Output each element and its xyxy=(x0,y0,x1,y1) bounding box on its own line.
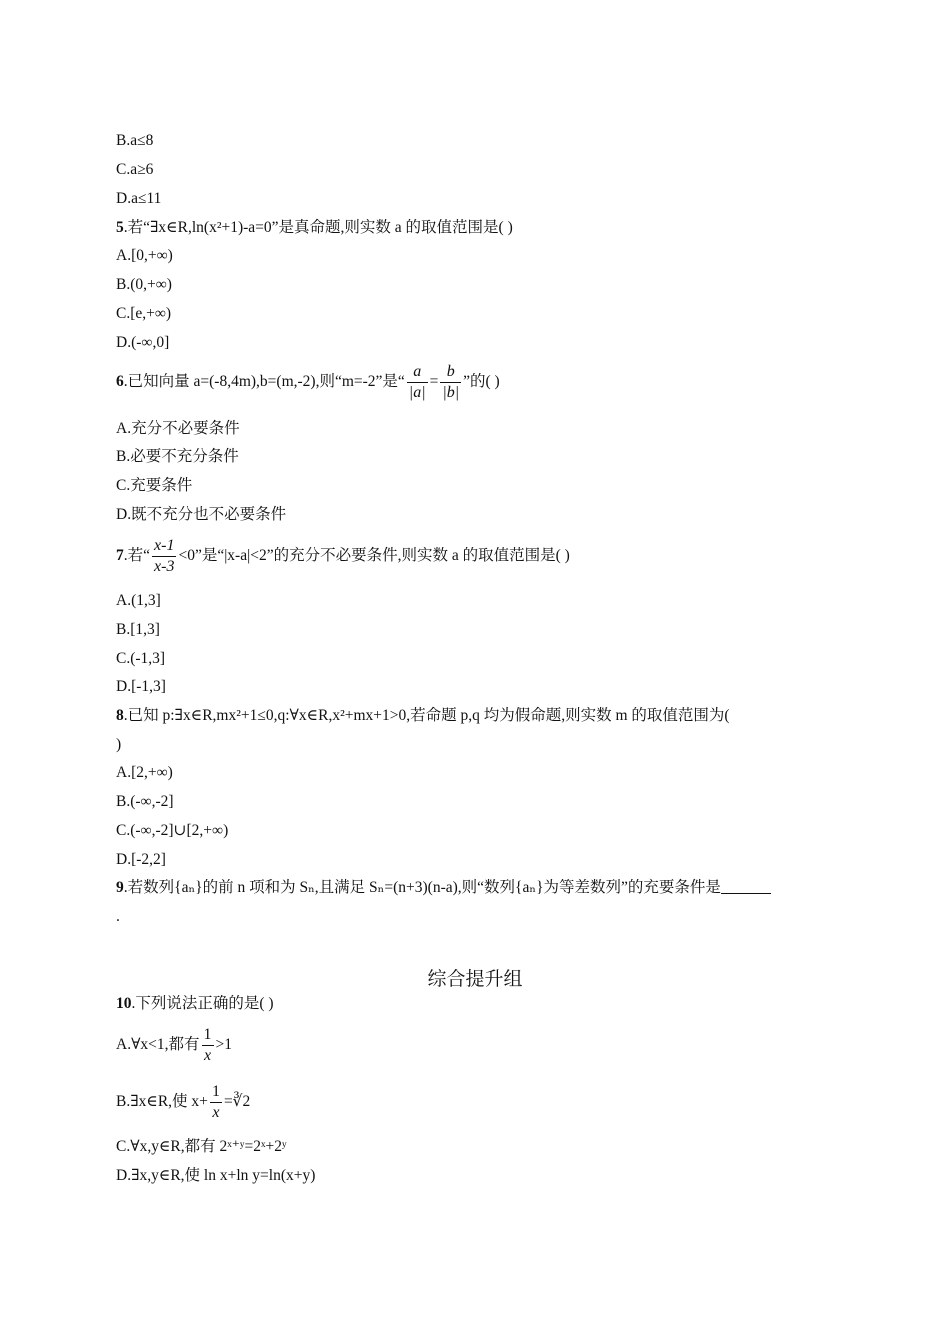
q5-stem-text: 若“∃x∈R,ln(x²+1)-a=0”是真命题,则实数 a 的取值范围是( ) xyxy=(127,219,513,236)
q4-option-d: D.a≤11 xyxy=(116,190,162,207)
q6-fraction-b: $\frac{b}{|b|}$ xyxy=(442,363,460,401)
q9-stem-text: 若数列{aₙ}的前 n 项和为 Sₙ,且满足 Sₙ=(n+3)(n-a),则“数列{aₙ}为等差数列”的充要条件是 xyxy=(127,879,721,896)
q10-stem: 10.下列说法正确的是( ) xyxy=(116,995,274,1012)
q10-option-b: B.∃x∈R,使 x+ $\frac{1}{x}$ =∛2 xyxy=(116,1083,251,1121)
q7-stem: 7.若“ $\frac{x-1}{x-3}$ <0”是“|x-a|<2”的充分不必要条件,则实数 a 的取值范围是( ) xyxy=(116,537,570,575)
q7-stem-post: <0”是“|x-a|<2”的充分不必要条件,则实数 a 的取值范围是( ) xyxy=(178,547,570,565)
q5-option-b: B.(0,+∞) xyxy=(116,276,172,293)
q10-option-a: A.∀x<1,都有 $\frac{1}{x}$ >1 xyxy=(116,1026,233,1064)
q6-option-c: C.充要条件 xyxy=(116,477,193,494)
q10-number: 10 xyxy=(116,995,132,1012)
q6-option-a: A.充分不必要条件 xyxy=(116,420,240,437)
q10-option-a-fraction: $\frac{1}{x}$ xyxy=(203,1026,212,1064)
q8-number: 8 xyxy=(116,707,124,724)
q6-number: 6 xyxy=(116,373,124,391)
q10-option-d: D.∃x,y∈R,使 ln x+ln y=ln(x+y) xyxy=(116,1167,316,1184)
q10-option-c: C.∀x,y∈R,都有 2ˣ⁺ʸ=2ˣ+2ʸ xyxy=(116,1138,287,1155)
q5-stem: 5.若“∃x∈R,ln(x²+1)-a=0”是真命题,则实数 a 的取值范围是( ) xyxy=(116,219,513,236)
q4-option-c: C.a≥6 xyxy=(116,161,154,178)
q7-option-c: C.(-1,3] xyxy=(116,650,166,667)
q7-option-b: B.[1,3] xyxy=(116,621,160,638)
q9-stem: 9.若数列{aₙ}的前 n 项和为 Sₙ,且满足 Sₙ=(n+3)(n-a),则“数列{aₙ}为等差数列”的充要条件是 xyxy=(116,878,771,898)
q6-option-d: D.既不充分也不必要条件 xyxy=(116,506,287,523)
q9-number: 9 xyxy=(116,879,124,896)
q8-stem-text: 已知 p:∃x∈R,mx²+1≤0,q:∀x∈R,x²+mx+1>0,若命题 p,q 均为假命题,则实数 m 的取值范围为( xyxy=(127,707,730,724)
q5-option-d: D.(-∞,0] xyxy=(116,334,170,351)
section-title: 综合提升组 xyxy=(427,968,523,990)
q8-option-c: C.(-∞,-2]∪[2,+∞) xyxy=(116,822,229,839)
q6-fraction-a: $\frac{a}{|a|}$ xyxy=(408,363,426,401)
answer-blank[interactable] xyxy=(721,879,771,894)
q8-option-a: A.[2,+∞) xyxy=(116,764,173,781)
q5-option-c: C.[e,+∞) xyxy=(116,305,172,322)
q6-stem-post: ”的( ) xyxy=(463,373,500,391)
q8-stem: 8.已知 p:∃x∈R,mx²+1≤0,q:∀x∈R,x²+mx+1>0,若命题 p,q 均为假命题,则实数 m 的取值范围为( xyxy=(116,707,730,724)
q8-stem-continued: ) xyxy=(116,736,122,753)
q5-number: 5 xyxy=(116,219,124,236)
q8-option-d: D.[-2,2] xyxy=(116,851,166,868)
q6-stem-pre: 已知向量 a=(-8,4m),b=(m,-2),则“m=-2”是“ xyxy=(127,373,405,391)
q5-option-a: A.[0,+∞) xyxy=(116,247,173,264)
q7-number: 7 xyxy=(116,547,124,565)
q8-option-b: B.(-∞,-2] xyxy=(116,793,174,810)
q10-stem-text: 下列说法正确的是( ) xyxy=(135,995,274,1012)
q10-option-b-fraction: $\frac{1}{x}$ xyxy=(211,1083,220,1121)
q6-option-b: B.必要不充分条件 xyxy=(116,448,239,465)
q7-option-a: A.(1,3] xyxy=(116,592,161,609)
q4-option-b: B.a≤8 xyxy=(116,132,154,149)
q9-stem-continued: . xyxy=(116,908,120,925)
q6-stem: 6.已知向量 a=(-8,4m),b=(m,-2),则“m=-2”是“ $\frac{a}{|a|}$ = $\frac{b}{|b|}$ ”的( ) xyxy=(116,363,500,401)
q7-fraction: $\frac{x-1}{x-3}$ xyxy=(154,537,175,575)
q7-option-d: D.[-1,3] xyxy=(116,678,166,695)
